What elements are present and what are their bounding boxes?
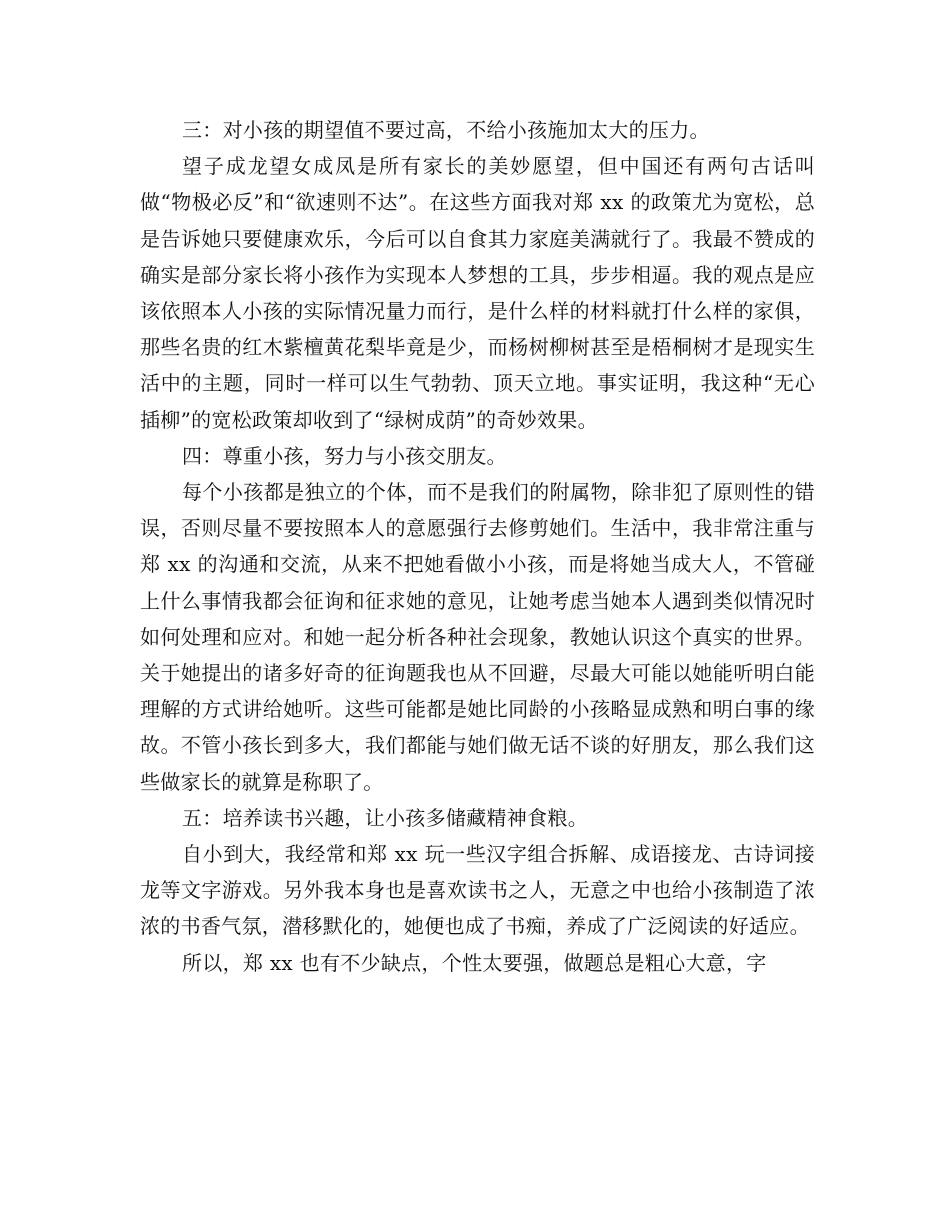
body-paragraph: 每个小孩都是独立的个体，而不是我们的附属物，除非犯了原则性的错误，否则尽量不要按照本人的意愿强行去修剪她们。生活中，我非常注重与郑 xx 的沟通和交流，从来不把她看做小小孩，而是将她当成大人，不管碰上什么事情我都会征询和征求她的意见，让她考虑当她本人遇到类似情况时如何处理和应对。和她一起分析各种社会现象，教她认识这个真实的世界。关于她提出的诸多好奇的征询题我也从不回避，尽最大可能以她能听明白能理解的方式讲给她听。这些可能都是她比同龄的小孩略显成熟和明白事的缘故。不管小孩长到多大，我们都能与她们做无话不谈的好朋友，那么我们这些做家长的就算是称职了。	[140, 480, 815, 794]
body-paragraph: 所以，郑 xx 也有不少缺点，个性太要强，做题总是粗心大意，字	[182, 950, 767, 975]
section-heading-5: 五：培养读书兴趣，让小孩多储藏精神食粮。	[182, 805, 588, 830]
body-paragraph: 望子成龙望女成凤是所有家长的美妙愿望，但中国还有两句古话叫做“物极必反”和“欲速则不达”。在这些方面我对郑 xx 的政策尤为宽松，总是告诉她只要健康欢乐，今后可以自食其力家庭美满就行了。我最不赞成的确实是部分家长将小孩作为实现本人梦想的工具，步步相逼。我的观点是应该依照本人小孩的实际情况量力而行，是什么样的材料就打什么样的家俱，那些名贵的红木紫檀黄花梨毕竟是少，而杨树柳树甚至是梧桐树才是现实生活中的主题，同时一样可以生气勃勃、顶天立地。事实证明，我这种“无心插柳”的宽松政策却收到了“绿树成荫”的奇妙效果。	[140, 154, 815, 432]
section-heading-4: 四：尊重小孩，努力与小孩交朋友。	[182, 443, 507, 468]
section-heading-3: 三：对小孩的期望值不要过高，不给小孩施加太大的压力。	[182, 118, 710, 142]
body-paragraph: 自小到大，我经常和郑 xx 玩一些汉字组合拆解、成语接龙、古诗词接龙等文字游戏。另外我本身也是喜欢读书之人，无意之中也给小孩制造了浓浓的书香气氛，潜移默化的，她便也成了书痴，养成了广泛阅读的好适应。	[140, 842, 815, 939]
document-body	[140, 112, 815, 981]
